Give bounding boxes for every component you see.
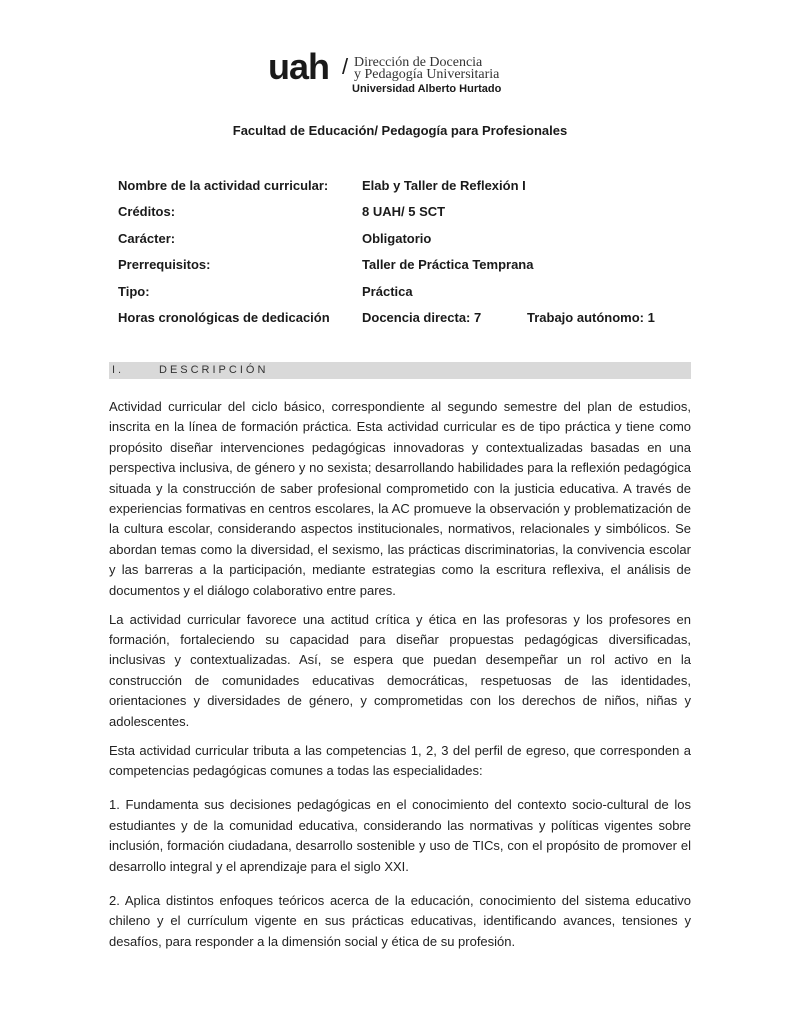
info-label: Carácter: (118, 230, 176, 246)
logo-department-line2: y Pedagogía Universitaria (354, 67, 500, 82)
info-value: Obligatorio (362, 230, 432, 246)
logo-mark: uah (268, 46, 330, 87)
info-label: Horas cronológicas de dedicación (118, 309, 330, 325)
info-value: Elab y Taller de Reflexión I (362, 178, 526, 193)
info-label: Tipo: (118, 283, 150, 299)
logo-department-line1: Dirección de Docencia (354, 55, 483, 70)
uah-logo (268, 46, 508, 98)
info-row-character (118, 231, 698, 257)
info-row-credits (118, 204, 698, 230)
info-row-type (118, 284, 698, 310)
course-info-table (118, 178, 698, 336)
info-value: Práctica (362, 283, 413, 299)
description-paragraph: La actividad curricular favorece una actitud crítica y ética en las profesoras y los profesores en formación, fortaleciendo su capacidad para diseñar propuestas pedagógicas diversificadas, inclusivas y contextualizadas. Así, se espera que puedan desempeñar un rol activo en la construcción de comunidades educativas democráticas, respetuosas de las identidades, orientaciones y diversidades de género, y comprometidas con los derechos de niños, niñas y adolescentes. (109, 611, 691, 729)
logo-slash: / (342, 54, 349, 79)
logo-university-name: Universidad Alberto Hurtado (352, 83, 502, 95)
info-value: Taller de Práctica Temprana (362, 257, 534, 273)
description-body (109, 397, 691, 961)
info-row-name (118, 178, 698, 204)
info-value: Docencia directa: 7 (362, 309, 482, 325)
info-label: Nombre de la actividad curricular: (118, 178, 329, 193)
faculty-heading: Facultad de Educación/ Pedagogía para Profesionales (232, 123, 568, 138)
info-value: 8 UAH/ 5 SCT (362, 204, 446, 220)
description-paragraph: Actividad curricular del ciclo básico, correspondiente al segundo semestre del plan de estudios, inscrita en la línea de formación práctica. Esta actividad curricular es de tipo práctica y tiene como propósito diseñar intervenciones pedagógicas innovadoras y contextualizadas basadas en una perspectiva inclusiva, de género y no sexista; desarrollando habilidades para la reflexión pedagógica situada y la construcción de saber profesional comprometido con la justicia educativa. A través de experiencias formativas en centros escolares, la AC promueve la observación y problematización de la cultura escolar, considerando aspectos institucionales, normativos, relacionales y simbólicos. Se abordan temas como la diversidad, el sexismo, las prácticas discriminatorias, la convivencia escolar y las barreras a la participación, mediante estrategias como la escritura reflexiva, el análisis de documentos y el diálogo colaborativo entre pares. (109, 399, 691, 598)
competency-item: 1. Fundamenta sus decisiones pedagógicas en el conocimiento del contexto socio-cultural de los estudiantes y de la comunidad educativa, considerando las normativas y políticas vigentes sobre inclusión, formación ciudadana, desarrollo sostenible y uso de TICs, con el propósito de promover el desarrollo integral y el aprendizaje para el siglo XXI. (109, 797, 691, 874)
description-paragraph: Esta actividad curricular tributa a las competencias 1, 2, 3 del perfil de egreso, que corresponden a competencias pedagógicas comunes a todas las especialidades: (109, 742, 691, 778)
competency-item: 2. Aplica distintos enfoques teóricos acerca de la educación, conocimiento del sistema educativo chileno y el currículum vigente en sus prácticas educativas, identificando avances, tensiones y desafíos, para responder a la dimensión social y ética de su profesión. (109, 892, 691, 949)
section-title: DESCRIPCIÓN (159, 364, 269, 376)
info-label: Créditos: (118, 204, 176, 220)
section-heading-bar (109, 362, 691, 379)
section-number: I. (112, 364, 125, 376)
info-label: Prerrequisitos: (118, 257, 211, 273)
info-extra-value: Trabajo autónomo: 1 (527, 309, 655, 325)
info-row-prerequisites (118, 257, 698, 283)
info-row-hours (118, 310, 698, 336)
